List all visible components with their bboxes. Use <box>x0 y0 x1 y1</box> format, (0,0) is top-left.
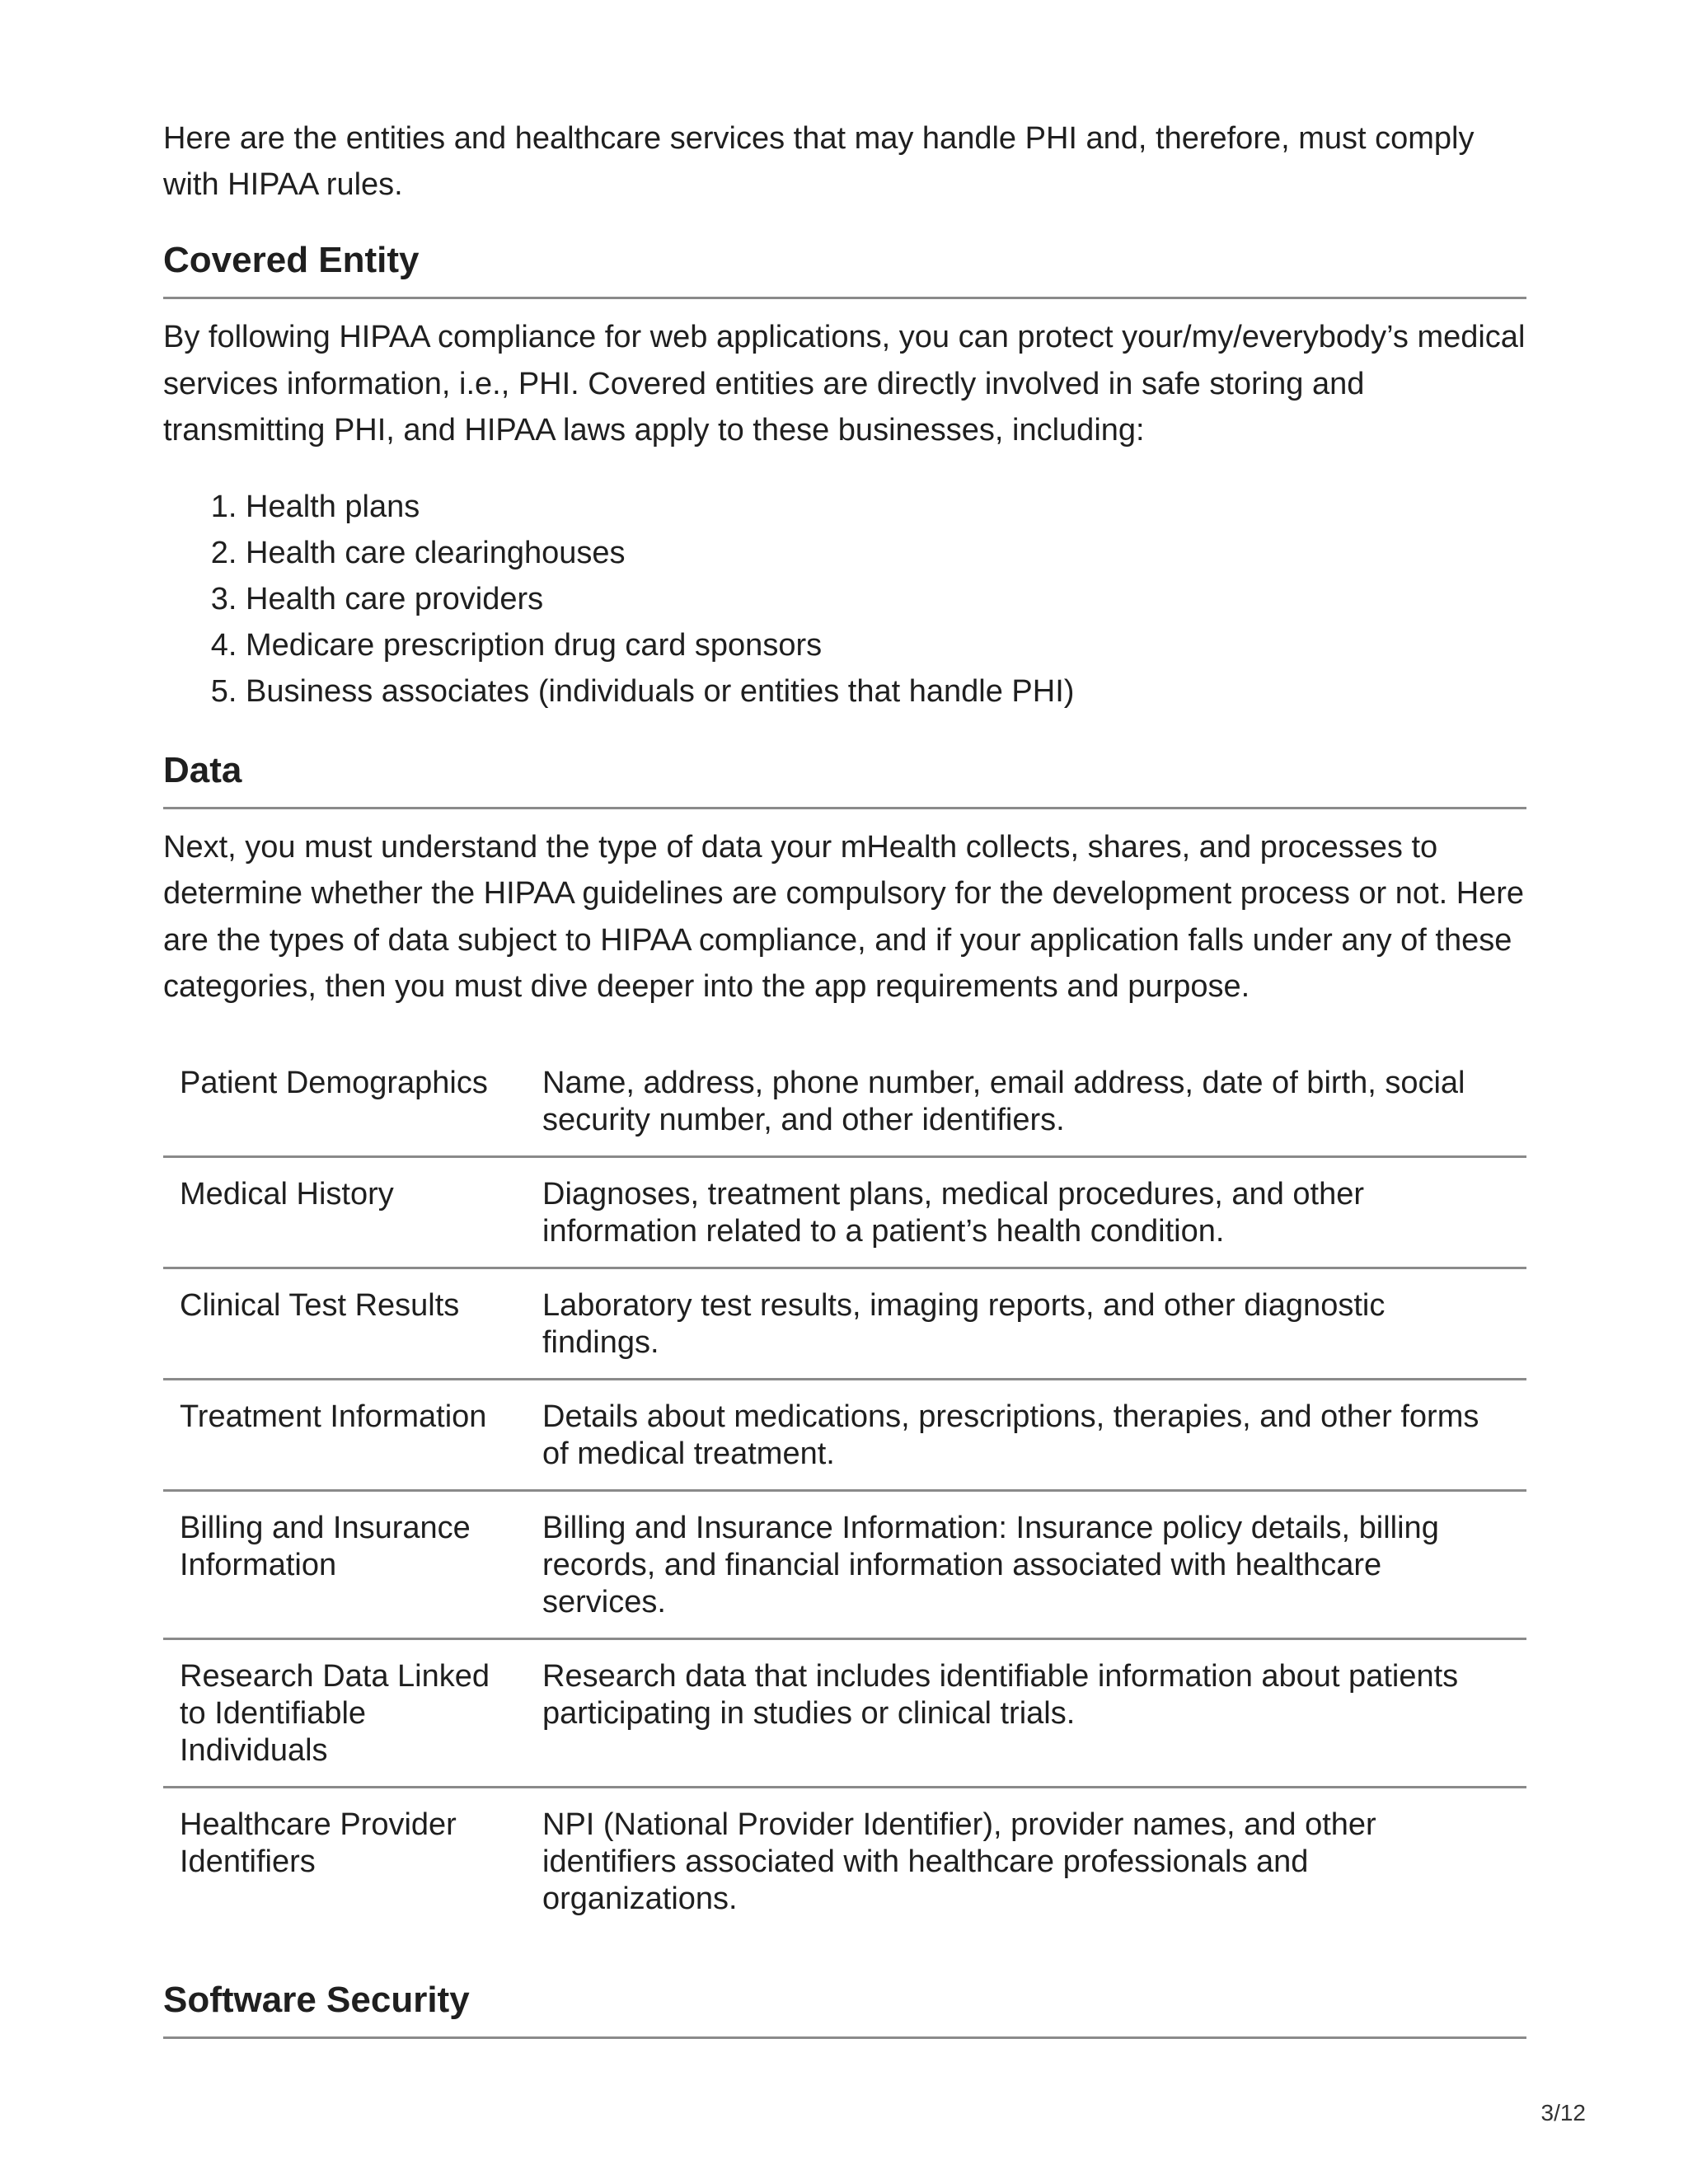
description-cell: Research data that includes identifiable information about patients participating in studies or clinical trials. <box>542 1658 1459 1731</box>
table-row <box>163 1490 1526 1638</box>
covered-entity-paragraph: By following HIPAA compliance for web applications, you can protect your/my/everybody’s medical services information, i.e., PHI. Covered entities are directly involved in safe storing and transmitting PHI, and HIPAA laws apply to these businesses, including: <box>163 320 1526 448</box>
description-cell: Name, address, phone number, email address, date of birth, social security number, and other identifiers. <box>542 1065 1465 1137</box>
description-cell: Billing and Insurance Information: Insurance policy details, billing records, and financial information associated with healthcare services. <box>542 1510 1439 1619</box>
category-cell: Treatment Information <box>180 1399 487 1434</box>
intro-paragraph: Here are the entities and healthcare services that may handle PHI and, therefore, must comply with HIPAA rules. <box>163 121 1475 202</box>
covered-entity-header <box>163 237 1526 299</box>
page-number: 3/12 <box>1540 2100 1586 2125</box>
software-security-header <box>163 1977 1526 2039</box>
covered-entity-heading: Covered Entity <box>163 240 420 280</box>
list-item: 2. Health care clearinghouses <box>246 530 1526 576</box>
category-cell: Billing and Insurance Information <box>180 1510 471 1582</box>
description-cell: Laboratory test results, imaging reports, and other diagnostic findings. <box>542 1287 1386 1360</box>
list-item: 5. Business associates (individuals or entities that handle PHI) <box>246 668 1526 715</box>
data-header <box>163 748 1526 809</box>
list-item: 1. Health plans <box>246 484 1526 530</box>
description-cell: NPI (National Provider Identifier), provider names, and other identifiers associated with healthcare professionals and organizations. <box>542 1807 1376 1916</box>
table-row <box>163 1156 1526 1268</box>
software-security-heading: Software Security <box>163 1979 470 2020</box>
data-types-table <box>163 1047 1526 1934</box>
category-cell: Medical History <box>180 1176 394 1212</box>
list-item: 4. Medicare prescription drug card sponsors <box>246 622 1526 668</box>
table-row <box>163 1268 1526 1379</box>
document-page <box>163 115 1526 2039</box>
list-item: 3. Health care providers <box>246 576 1526 622</box>
covered-entity-list <box>163 484 1526 715</box>
table-row <box>163 1379 1526 1490</box>
category-cell: Research Data Linked to Identifiable Individuals <box>180 1658 490 1768</box>
data-heading: Data <box>163 749 242 790</box>
category-cell: Clinical Test Results <box>180 1287 460 1323</box>
table-row <box>163 1047 1526 1157</box>
description-cell: Diagnoses, treatment plans, medical procedures, and other information related to a patient’s health condition. <box>542 1176 1364 1249</box>
table-row <box>163 1787 1526 1934</box>
table-row <box>163 1638 1526 1787</box>
category-cell: Healthcare Provider Identifiers <box>180 1807 457 1879</box>
description-cell: Details about medications, prescriptions, therapies, and other forms of medical treatment. <box>542 1399 1479 1471</box>
category-cell: Patient Demographics <box>180 1065 488 1100</box>
data-paragraph: Next, you must understand the type of data your mHealth collects, shares, and processes to determine whether the HIPAA guidelines are compulsory for the development process or not. Here are the types of data subject to HIPAA compliance, and if your application falls under any of these categories, then you must dive deeper into the app requirements and purpose. <box>163 829 1525 1004</box>
